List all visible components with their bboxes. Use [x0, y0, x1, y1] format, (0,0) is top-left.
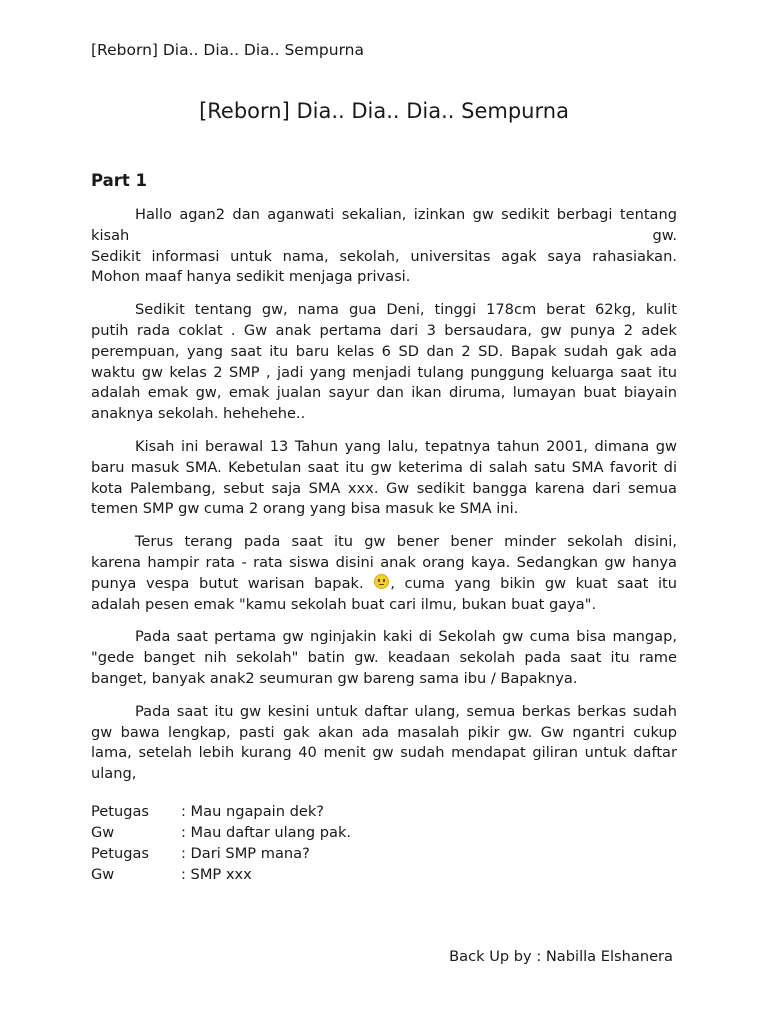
document-title: [Reborn] Dia.. Dia.. Dia.. Sempurna — [199, 99, 569, 123]
paragraph-line: perempuan, yang saat itu baru kelas 6 SD dan 2 SD. Bapak sudah gak ada — [91, 342, 677, 360]
paragraph-line: putih rada coklat . Gw anak pertama dari 3 bersaudara, gw punya 2 adek — [91, 321, 677, 339]
dialogue-text: : Mau ngapain dek? — [181, 802, 325, 820]
dialogue-row — [91, 843, 677, 864]
dialogue-speaker: Petugas — [91, 844, 150, 862]
dialogue-text: : Mau daftar ulang pak. — [181, 823, 352, 841]
footer-credit: Back Up by : Nabilla Elshanera — [449, 948, 673, 965]
paragraph-1 — [91, 205, 677, 288]
paragraph-line: temen SMP gw cuma 2 orang yang bisa masuk ke SMA ini. — [91, 500, 519, 518]
paragraph-line: karena hampir rata - rata siswa disini anak orang kaya. Sedangkan gw hanya — [91, 553, 677, 571]
paragraph-line-with-emoji — [91, 574, 677, 595]
running-header: [Reborn] Dia.. Dia.. Dia.. Sempurna — [91, 41, 364, 59]
paragraph-line: Pada saat pertama gw nginjakin kaki di Sekolah gw cuma bisa mangap, — [135, 628, 677, 646]
paragraph-line: ulang, — [91, 765, 137, 783]
paragraph-line: lama, setelah lebih kurang 40 menit gw sudah mendapat giliran untuk daftar — [91, 744, 677, 762]
dialogue-speaker: Petugas — [91, 802, 150, 820]
paragraph-line: "gede banget nih sekolah" batin gw. keadaan sekolah pada saat itu rame — [91, 649, 677, 667]
paragraph-line: Sedikit informasi untuk nama, sekolah, universitas agak saya rahasiakan. — [91, 247, 677, 265]
paragraph-3 — [91, 437, 677, 520]
smiley-icon — [374, 574, 389, 589]
paragraph-line: Mohon maaf hanya sedikit menjaga privasi. — [91, 268, 411, 286]
paragraph-line: banget, banyak anak2 seumuran gw bareng sama ibu / Bapaknya. — [91, 669, 578, 687]
dialogue-speaker: Gw — [91, 865, 115, 883]
part-heading: Part 1 — [91, 171, 148, 190]
paragraph-line: Kisah ini berawal 13 Tahun yang lalu, tepatnya tahun 2001, dimana gw — [135, 437, 677, 455]
paragraph-line: gw bawa lengkap, pasti gak akan ada masalah pikir gw. Gw ngantri cukup — [91, 723, 677, 741]
paragraph-line: kisah gw. — [91, 226, 677, 244]
paragraph-4 — [91, 532, 677, 615]
dialogue-row — [91, 801, 677, 822]
paragraph-line: baru masuk SMA. Kebetulan saat itu gw keterima di salah satu SMA favorit di — [91, 458, 677, 476]
dialogue-speaker: Gw — [91, 823, 115, 841]
paragraph-line: anaknya sekolah. hehehehe.. — [91, 405, 306, 423]
emoji-line-after: , cuma yang bikin gw kuat saat itu — [390, 574, 677, 592]
paragraph-line: Terus terang pada saat itu gw bener bener minder sekolah disini, — [135, 533, 677, 551]
paragraph-2 — [91, 300, 677, 425]
paragraph-5 — [91, 627, 677, 689]
paragraph-line: Pada saat itu gw kesini untuk daftar ulang, semua berkas berkas sudah — [135, 702, 677, 720]
paragraph-line: waktu gw kelas 2 SMP , jadi yang menjadi tulang punggung keluarga saat itu — [91, 363, 677, 381]
document-body — [91, 170, 677, 885]
paragraph-line: adalah pesen emak "kamu sekolah buat cari ilmu, bukan buat gaya". — [91, 595, 597, 613]
dialogue-block — [91, 801, 677, 885]
emoji-line-before: punya vespa butut warisan bapak. — [91, 574, 364, 592]
paragraph-line: kota Palembang, sebut saja SMA xxx. Gw sedikit bangga karena dari semua — [91, 479, 677, 497]
paragraph-6 — [91, 702, 677, 785]
dialogue-row — [91, 822, 677, 843]
dialogue-text: : SMP xxx — [181, 865, 252, 883]
dialogue-row — [91, 864, 677, 885]
paragraph-line: Hallo agan2 dan aganwati sekalian, izinkan gw sedikit berbagi tentang — [135, 206, 677, 223]
paragraph-line: adalah emak gw, emak jualan sayur dan ikan diruma, lumayan buat biayain — [91, 384, 677, 402]
paragraph-line: Sedikit tentang gw, nama gua Deni, tinggi 178cm berat 62kg, kulit — [135, 301, 677, 319]
dialogue-text: : Dari SMP mana? — [181, 844, 310, 862]
